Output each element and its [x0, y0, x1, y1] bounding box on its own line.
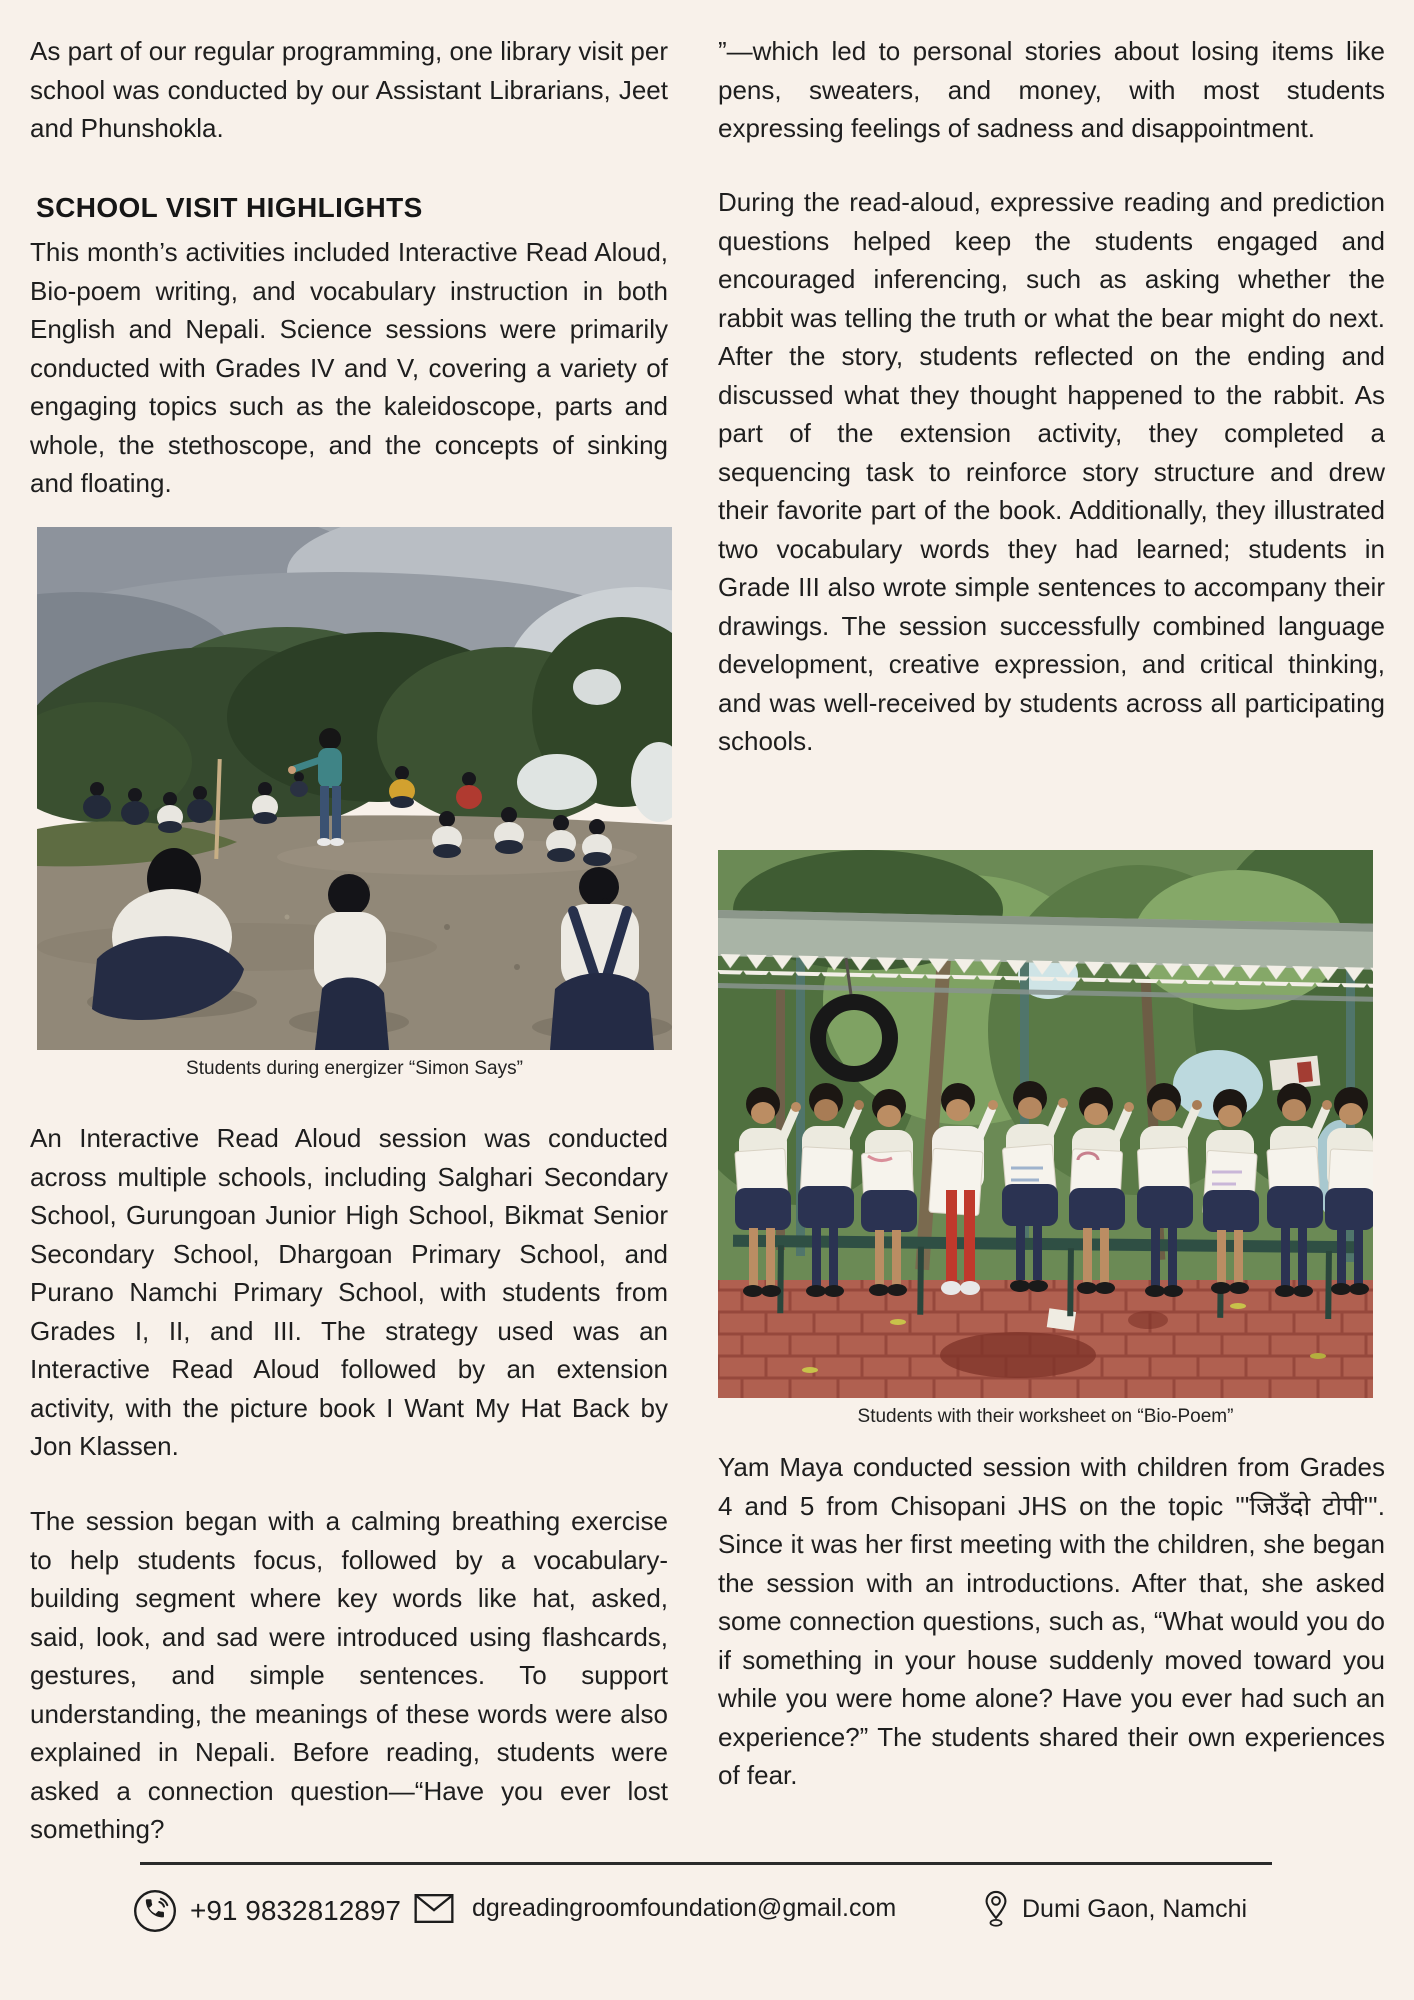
footer-divider [140, 1862, 1272, 1865]
footer-phone-number: +91 9832812897 [190, 1895, 401, 1926]
paragraph-yam-maya-session: Yam Maya conducted session with children from Grades 4 and 5 from Chisopani JHS on the topic '"जिउँदो टोपी"'. Since it was her first meeting with the children, she began the session with an introductions. After that, she asked some connection questions, such as, “What would you do if something in your house suddenly moved toward you while you were home alone? Have you ever had such an experience?” The students shared their own experiences of fear. [718, 1452, 1385, 1790]
footer-location-text: Dumi Gaon, Namchi [1022, 1894, 1248, 1923]
photo-bio-poem-illustration [718, 850, 1373, 1398]
photo-caption-bio-poem: Students with their worksheet on “Bio-Poem” [857, 1406, 1234, 1427]
paragraph-session-begin: The session began with a calming breathing exercise to help students focus, followed by a vocabulary-building segment where key words like hat, asked, said, look, and sad were introduced using flashcards, gestures, and simple sentences. To support understanding, the meanings of these words were also explained in Nepali. Before reading, students were asked a connection question—“Have you ever lost something? [30, 1506, 668, 1844]
envelope-icon [414, 1893, 454, 1924]
photo-simon-says-illustration [37, 527, 672, 1050]
paragraph-intro: As part of our regular programming, one library visit per school was conducted by our Assistant Librarians, Jeet and Phunshokla. [30, 36, 668, 143]
footer-email-address: dgreadingroomfoundation@gmail.com [472, 1894, 897, 1922]
phone-icon [133, 1889, 177, 1933]
paragraph-monthly-activities: This month’s activities included Interactive Read Aloud, Bio-poem writing, and vocabulary instruction in both English and Nepali. Science sessions were primarily conducted with Grades IV and V, covering a variety of engaging topics such as the kaleidoscope, parts and whole, the stethoscope, and the concepts of sinking and floating. [30, 237, 668, 498]
paragraph-read-aloud-schools: An Interactive Read Aloud session was conducted across multiple schools, including Salghari Secondary School, Gurungoan Junior High School, Bikmat Senior Secondary School, Dhargoan Primary School, and Purano Namchi Primary School, with students from Grades I, II, and III. The strategy used was an Interactive Read Aloud followed by an extension activity, with the picture book I Want My Hat Back by Jon Klassen. [30, 1123, 668, 1461]
footer-location [983, 1889, 1247, 1929]
paragraph-personal-stories: ”—which led to personal stories about losing items like pens, sweaters, and money, with most students expressing feelings of sadness and disappointment. [718, 36, 1385, 143]
section-heading-school-visit-highlights: SCHOOL VISIT HIGHLIGHTS [36, 192, 423, 223]
photo-simon-says [37, 527, 672, 1050]
paragraph-during-read-aloud: During the read-aloud, expressive reading and prediction questions helped keep the students engaged and encouraged inferencing, such as asking whether the rabbit was telling the truth or what the bear might do next. After the story, students reflected on the ending and discussed what they thought happened to the rabbit. As part of the extension activity, they completed a sequencing task to reinforce story structure and drew their favorite part of the book. Additionally, they illustrated two vocabulary words they had learned; students in Grade III also wrote simple sentences to accompany their drawings. The session successfully combined language development, creative expression, and critical thinking, and was well-received by students across all participating schools. [718, 187, 1385, 756]
footer-email [414, 1893, 896, 1924]
photo-bio-poem-worksheets [718, 850, 1373, 1398]
location-pin-icon [983, 1889, 1009, 1929]
photo-caption-simon-says: Students during energizer “Simon Says” [186, 1058, 523, 1079]
footer-phone [133, 1889, 401, 1933]
